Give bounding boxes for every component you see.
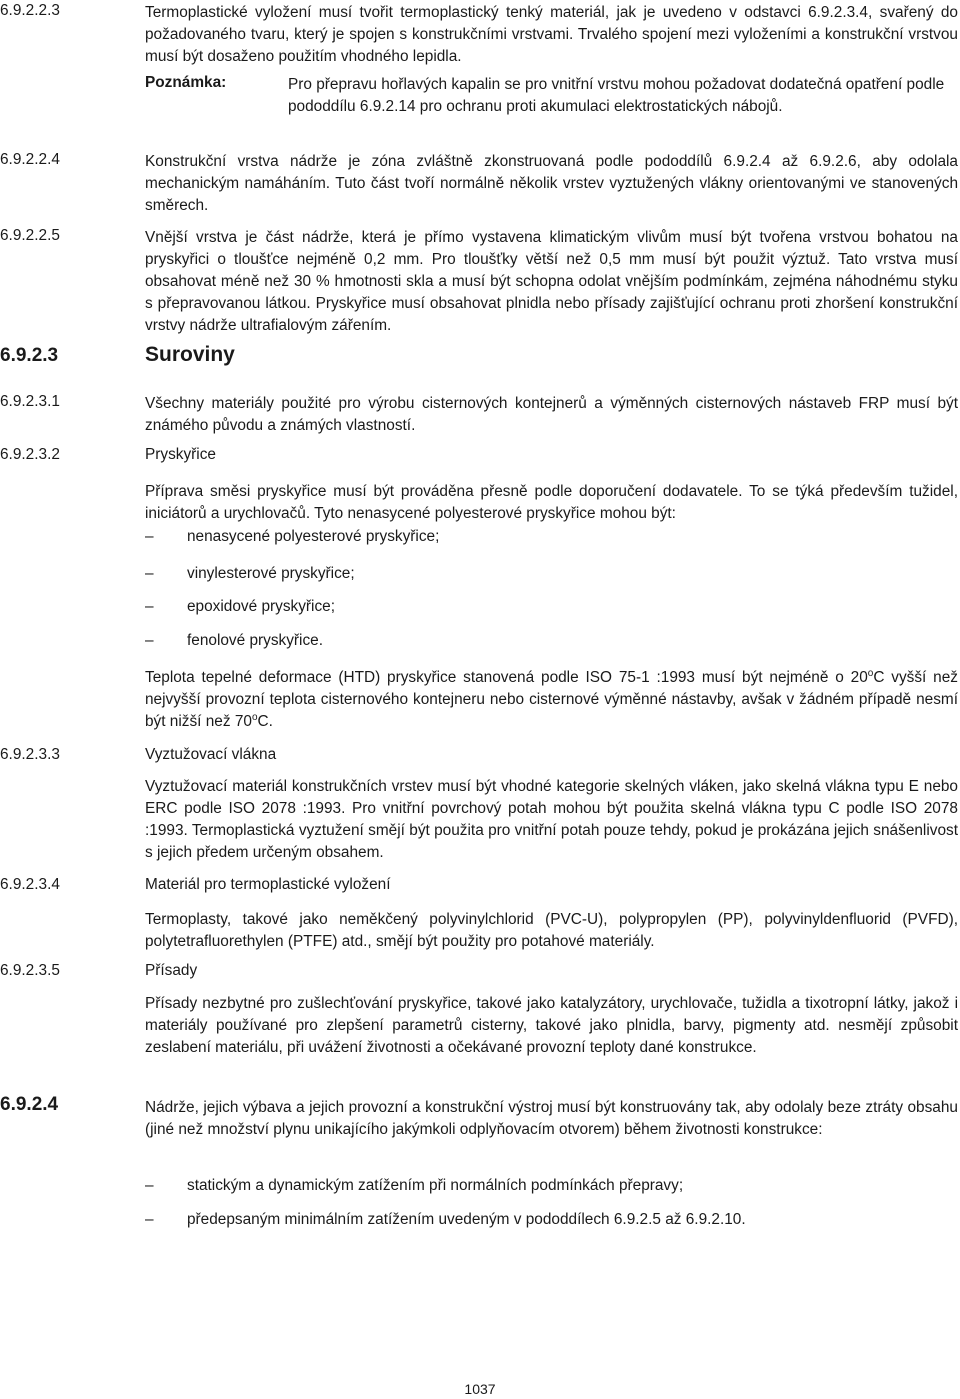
subsection-title: Přísady xyxy=(145,962,198,979)
paragraph: Příprava směsi pryskyřice musí být prováděna přesně podle doporučení dodavatele. To se týká především tužidel, iniciátorů a urychlovačů. Tyto nenasycené polyesterové pryskyřice mohou být: xyxy=(145,483,958,522)
section-number: 6.9.2.3.4 xyxy=(0,876,60,893)
page-number: 1037 xyxy=(464,1381,496,1397)
section-number: 6.9.2.3.2 xyxy=(0,446,60,463)
list-dash: – xyxy=(145,1211,154,1228)
htd-text-a: Teplota tepelné deformace (HTD) pryskyřice stanovená podle ISO 75-1 :1993 musí být nejméně o 20 xyxy=(145,669,868,686)
list-item: vinylesterové pryskyřice; xyxy=(187,565,355,582)
subsection-title: Vyztužovací vlákna xyxy=(145,746,277,763)
paragraph-htd xyxy=(145,667,958,733)
subsection-title: Materiál pro termoplastické vyložení xyxy=(145,876,391,893)
list-dash: – xyxy=(145,632,154,649)
section-number: 6.9.2.2.3 xyxy=(0,2,60,19)
list-item: nenasycené polyesterové pryskyřice; xyxy=(187,528,440,545)
section-number: 6.9.2.2.5 xyxy=(0,227,60,244)
list-item: fenolové pryskyřice. xyxy=(187,632,324,649)
paragraph: Vnější vrstva je část nádrže, která je přímo vystavena klimatickým vlivům musí být tvořena vrstvou bohatou na pryskyřici o tloušťce nejméně 0,2 mm. Pro tloušťky větší než 0,5 mm musí být použit výztuž. Tato vrstva musí obsahovat méně než 30 % hmotnosti skla a musí být schopna odolat vnějším podmínkám, zejména náhodnému styku s přepravovanou látkou. Pryskyřice musí obsahovat plnidla nebo přísady zajišťující ochranu proti zhoršení konstrukční vrstvy nádrže ultrafialovým zářením. xyxy=(145,229,958,334)
heading-number: 6.9.2.4 xyxy=(0,1094,59,1115)
section-number: 6.9.2.2.4 xyxy=(0,151,60,168)
list-dash: – xyxy=(145,528,154,545)
paragraph: Přísady nezbytné pro zušlechťování pryskyřice, takové jako katalyzátory, urychlovače, tužidla a tixotropní látky, jakož i materiály používané pro zlepšení parametrů cisterny, takové jako plnidla, barvy, pigmenty atd. nesmějí způsobit zeslabení materiálu, při uvážení životnosti a očekávané provozní teploty dané konstrukce. xyxy=(145,995,958,1056)
list-item: statickým a dynamickým zatížením při normálních podmínkách přepravy; xyxy=(187,1177,684,1194)
heading-title: Suroviny xyxy=(145,343,235,366)
list-dash: – xyxy=(145,598,154,615)
heading-number: 6.9.2.3 xyxy=(0,345,59,366)
list-dash: – xyxy=(145,1177,154,1194)
note-label: Poznámka: xyxy=(145,74,227,91)
section-number: 6.9.2.3.5 xyxy=(0,962,60,979)
degree-sup: o xyxy=(867,667,874,679)
degree-sup: o xyxy=(251,711,258,723)
list-item: předepsaným minimálním zatížením uvedeným v pododdílech 6.9.2.5 až 6.9.2.10. xyxy=(187,1211,746,1228)
paragraph: Konstrukční vrstva nádrže je zóna zvláštně zkonstruovaná podle pododdílů 6.9.2.4 až 6.9.2.6, aby odolala mechanickým namáháním. Tuto část tvoří normálně několik vrstev vyztužených vlákny orientovanými ve stanovených směrech. xyxy=(145,153,958,214)
note-text: Pro přepravu hořlavých kapalin se pro vnitřní vrstvu mohou požadovat dodatečná opatření podle pododdílu 6.9.2.14 pro ochranu proti akumulaci elektrostatických nábojů. xyxy=(288,76,945,115)
htd-text-b: C vyšší než nejvyšší provozní teplota cisternového kontejneru nebo cisternové výměnné nástavby, avšak v žádném případě nesmí být nižší než 70 xyxy=(145,669,958,730)
section-number: 6.9.2.3.3 xyxy=(0,746,60,763)
paragraph: Nádrže, jejich výbava a jejich provozní a konstrukční výstroj musí být konstruovány tak, aby odolaly beze ztráty obsahu (jiné než množství plynu unikajícího jakýmkoli odplyňovacím otvorem) během životnosti konstrukce: xyxy=(145,1099,958,1138)
list-dash: – xyxy=(145,565,154,582)
paragraph: Všechny materiály použité pro výrobu cisternových kontejnerů a výměnných cisternových nástaveb FRP musí být známého původu a známých vlastností. xyxy=(145,395,958,434)
htd-text-c: C. xyxy=(257,713,273,730)
section-number: 6.9.2.3.1 xyxy=(0,393,60,410)
paragraph: Vyztužovací materiál konstrukčních vrstev musí být vhodné kategorie skelných vláken, jako skelná vlákna typu E nebo ERC podle ISO 2078 :1993. Pro vnitřní povrchový potah mohou být použita skelná vlákna typu C podle ISO 2078 :1993. Termoplastická vyztužení smějí být použita pro vnitřní potah pouze tehdy, pokud je prokázána jejich snášenlivost s jejich předem určeným obsahem. xyxy=(145,778,958,861)
paragraph: Termoplastické vyložení musí tvořit termoplastický tenký materiál, jak je uvedeno v odstavci 6.9.2.3.4, svařený do požadovaného tvaru, který je spojen s konstrukčními vrstvami. Trvalého spojení mezi vyloženími a konstrukční vrstvou musí být dosaženo použitím vhodného lepidla. xyxy=(145,4,958,65)
list-item: epoxidové pryskyřice; xyxy=(187,598,335,615)
subsection-title: Pryskyřice xyxy=(145,446,216,463)
paragraph: Termoplasty, takové jako neměkčený polyvinylchlorid (PVC-U), polypropylen (PP), polyvinyldenfluorid (PVFD), polytetrafluorethylen (PTFE) atd., smějí být použity pro potahové materiály. xyxy=(145,911,958,950)
